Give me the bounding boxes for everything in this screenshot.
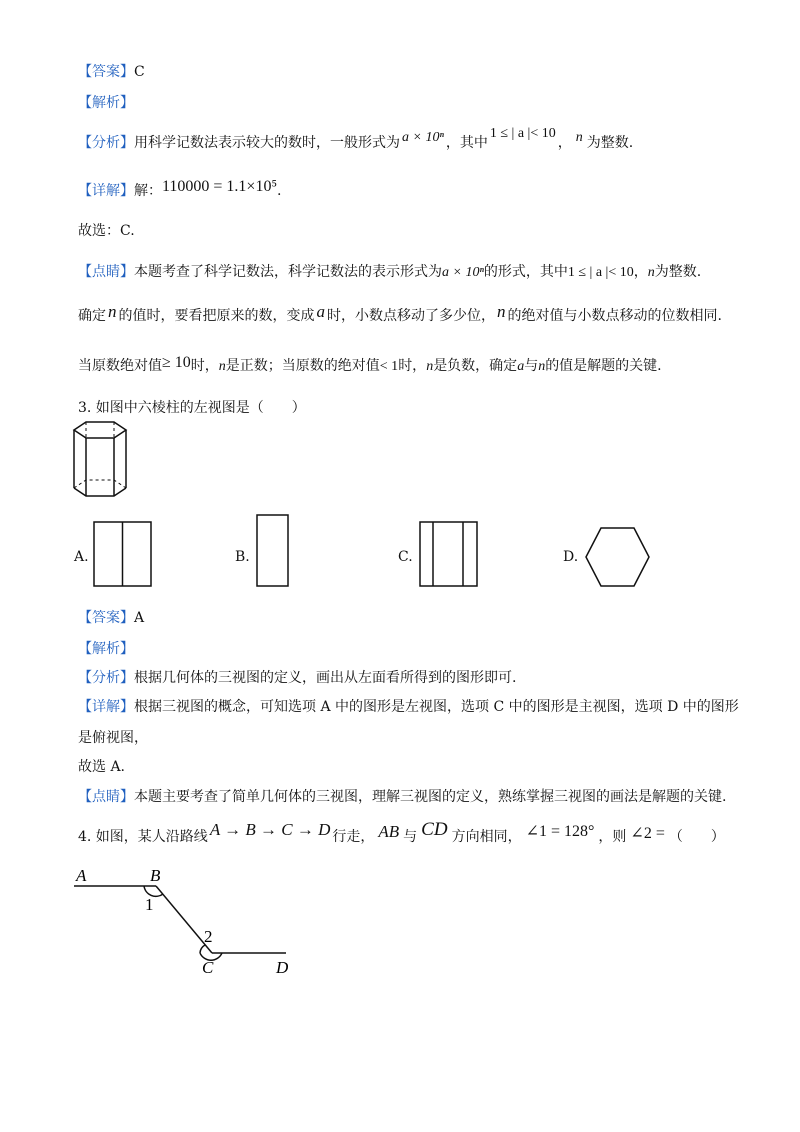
guxuan-line: 故选：C. [78,223,135,239]
label-b: B [150,866,161,885]
q4-text-4: 方向相同， [451,829,522,845]
q3-fenxi-tag: 【分析】 [78,670,134,686]
q3-guxuan: 故选 A. [78,759,126,775]
q4-path: A → B → C → D [209,820,331,839]
option-d-label: D. [563,549,579,565]
var-a: a [316,302,325,321]
q3-xiangjie-line [78,697,739,717]
prism-top-face [74,422,126,438]
xiangjie-period: . [277,183,282,199]
xiangjie-tag: 【详解】 [78,183,134,199]
dianjing-text-3g: 的值是解题的关键. [545,358,662,374]
q4-text-5: ，则 [598,829,627,845]
q4-text-2: 行走， [332,829,375,845]
xiangjie-text: 解： [134,183,162,199]
dianjing-line-1 [78,262,701,283]
formula-ge10: ≥ 10 [162,354,191,371]
var-n-2: n [647,265,655,280]
fenxi-tag: 【分析】 [78,135,134,151]
fenxi-text-4: 为整数. [586,135,634,151]
dianjing-text-3b: 时， [190,358,219,374]
q3-xiangjie-line-2: 是俯视图， [78,730,148,746]
dianjing-text-3f: 与 [524,358,539,374]
dianjing-text-2c: 时，小数点移动了多少位， [327,308,495,324]
dianjing-text-2a: 确定 [78,308,106,324]
dianjing-line-2 [78,302,722,326]
q3-stem: 3. 如图中六棱柱的左视图是（ ） [78,400,306,416]
q4-angle1: ∠1 = 128° [525,823,595,840]
answer-tag: 【答案】 [78,64,134,80]
analysis-tag: 【解析】 [78,95,134,111]
q3-xiangjie-tag: 【详解】 [78,699,134,715]
formula-110000: 110000 = 1.1×10⁵ [162,178,278,195]
q4-path-figure [72,860,302,980]
q3-answer-tag: 【答案】 [78,610,134,626]
q3-dianjing-line [78,787,726,807]
q3-answer-line [78,608,144,628]
var-n-6: n [426,359,434,374]
dianjing-text-3e: 是负数，确定 [433,358,518,374]
dianjing-text-3c: 是正数；当原数的绝对值 [225,358,380,374]
label-2: 2 [204,927,213,946]
option-c-figure [419,521,479,587]
dianjing-text-1d: 为整数. [654,264,702,280]
q3-fenxi-text: 根据几何体的三视图的定义，画出从左面看所得到的图形即可. [134,670,517,686]
option-d-figure [584,526,652,588]
dianjing-text-2d: 的绝对值与小数点移动的位数相同. [507,308,722,324]
xiangjie-line [78,178,282,201]
q4-angle2: ∠2 = [630,825,665,842]
fenxi-text-2: ，其中 [445,135,488,151]
var-n-7: n [538,359,546,374]
dianjing-text-2b: 的值时，要看把原来的数，变成 [118,308,315,324]
answer-value: C [134,64,145,80]
dianjing-text-3d: 时， [398,358,427,374]
q3-dianjing-text: 本题主要考查了简单几何体的三视图，理解三视图的定义，熟练掌握三视图的画法是解题的关键. [134,789,727,805]
label-1: 1 [145,895,154,914]
option-a-figure [93,521,153,587]
fenxi-text-3: ， [557,135,572,151]
q3-fenxi-line [78,668,516,688]
dianjing-line-3 [78,356,662,377]
fenxi-text: 用科学记数法表示较大的数时，一般形式为 [134,135,400,151]
q3-analysis-tag: 【解析】 [78,641,134,657]
formula-scientific: a × 10ⁿ [402,130,444,145]
var-a-2: a [517,359,525,374]
option-b-figure [256,514,290,588]
fenxi-line [78,126,634,154]
prism-hidden-edges [74,422,126,488]
var-n-5: n [218,359,226,374]
var-n-4: n [497,302,506,321]
var-n-3: n [108,302,117,321]
q4-ab: AB [378,822,400,841]
formula-lt1: < 1 [379,359,399,374]
dianjing-text-3a: 当原数绝对值 [78,358,162,374]
dianjing-text-1b: 的形式，其中 [483,264,568,280]
option-c-label: C. [398,549,413,565]
label-d: D [276,958,289,977]
dianjing-text-1a: 本题考查了科学记数法，科学记数法的表示形式为 [134,264,442,280]
q4-stem [78,819,725,847]
formula-range: 1 ≤ | a |< 10 [489,126,556,141]
dianjing-tag: 【点睛】 [78,264,134,280]
q4-text-6: （ ） [668,829,725,845]
prism-bottom-front [74,488,126,496]
hexagonal-prism-figure [66,418,146,504]
label-a: A [76,866,87,885]
formula-scientific-2: a × 10ⁿ [442,265,484,280]
q3-dianjing-tag: 【点睛】 [78,789,134,805]
q3-answer-value: A [134,610,145,626]
dianjing-text-1c: ， [633,264,648,280]
q4-text-1: 4. 如图，某人沿路线 [78,829,208,845]
q3-xiangjie-text-1: 根据三视图的概念，可知选项 A 中的图形是左视图，选项 C 中的图形是主视图，选项 D 中的图形 [134,699,739,715]
label-c: C [202,958,214,977]
answer-line [78,62,145,82]
q4-text-3: 与 [403,829,418,845]
option-b-label: B. [235,549,250,565]
formula-range-2: 1 ≤ | a |< 10 [567,265,634,280]
var-n: n [575,130,583,145]
q4-cd: CD [421,819,448,840]
option-a-label: A. [74,549,89,565]
